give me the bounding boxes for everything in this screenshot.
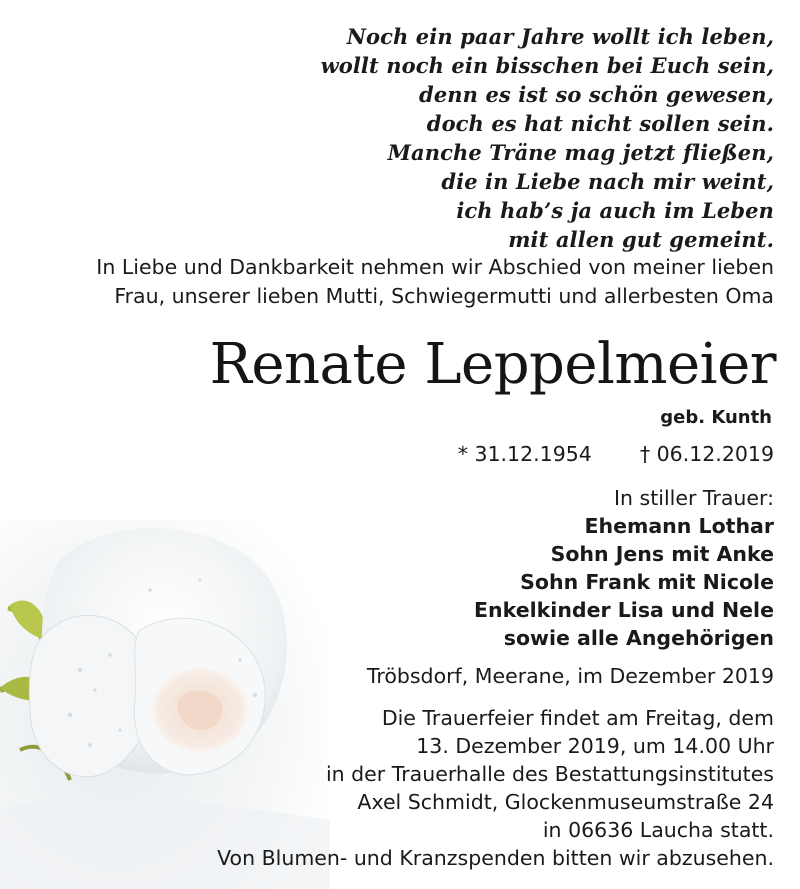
poem-line: die in Liebe nach mir weint, (441, 169, 774, 194)
poem-line: mit allen gut gemeint. (508, 227, 774, 252)
deceased-name: Renate Leppelmeier (209, 332, 776, 397)
mourners-lead: In stiller Trauer: (614, 486, 774, 510)
death-date: † 06.12.2019 (639, 442, 774, 466)
place-date: Tröbsdorf, Meerane, im Dezember 2019 (366, 664, 774, 688)
poem-line: Manche Träne mag jetzt fließen, (387, 140, 774, 165)
funeral-info (217, 704, 774, 872)
funeral-line: Axel Schmidt, Glockenmuseumstraße 24 (357, 790, 774, 814)
funeral-line: in 06636 Laucha statt. (542, 818, 774, 842)
mourner-name: Sohn Frank mit Nicole (520, 570, 774, 594)
funeral-line: in der Trauerhalle des Bestattungsinstitutes (325, 762, 774, 786)
poem-line: ich hab’s ja auch im Leben (456, 198, 774, 223)
poem (321, 22, 774, 254)
mourner-name: Sohn Jens mit Anke (550, 542, 774, 566)
intro-text (96, 253, 774, 311)
maiden-name: geb. Kunth (660, 407, 772, 428)
intro-line: Frau, unserer lieben Mutti, Schwiegermutti und allerbesten Oma (114, 284, 774, 308)
mourner-name: Enkelkinder Lisa und Nele (474, 598, 774, 622)
mourner-name: Ehemann Lothar (584, 514, 774, 538)
mourners (474, 484, 774, 652)
intro-line: In Liebe und Dankbarkeit nehmen wir Abschied von meiner lieben (96, 255, 774, 279)
life-dates (458, 440, 774, 468)
birth-date: * 31.12.1954 (457, 442, 592, 466)
mourner-name: sowie alle Angehörigen (503, 626, 774, 650)
funeral-line: Die Trauerfeier findet am Freitag, dem (381, 706, 774, 730)
funeral-line: Von Blumen- und Kranzspenden bitten wir abzusehen. (217, 846, 774, 870)
poem-line: wollt noch ein bisschen bei Euch sein, (320, 53, 774, 78)
poem-line: doch es hat nicht sollen sein. (426, 111, 774, 136)
poem-line: Noch ein paar Jahre wollt ich leben, (346, 24, 774, 49)
funeral-line: 13. Dezember 2019, um 14.00 Uhr (416, 734, 774, 758)
poem-line: denn es ist so schön gewesen, (419, 82, 774, 107)
